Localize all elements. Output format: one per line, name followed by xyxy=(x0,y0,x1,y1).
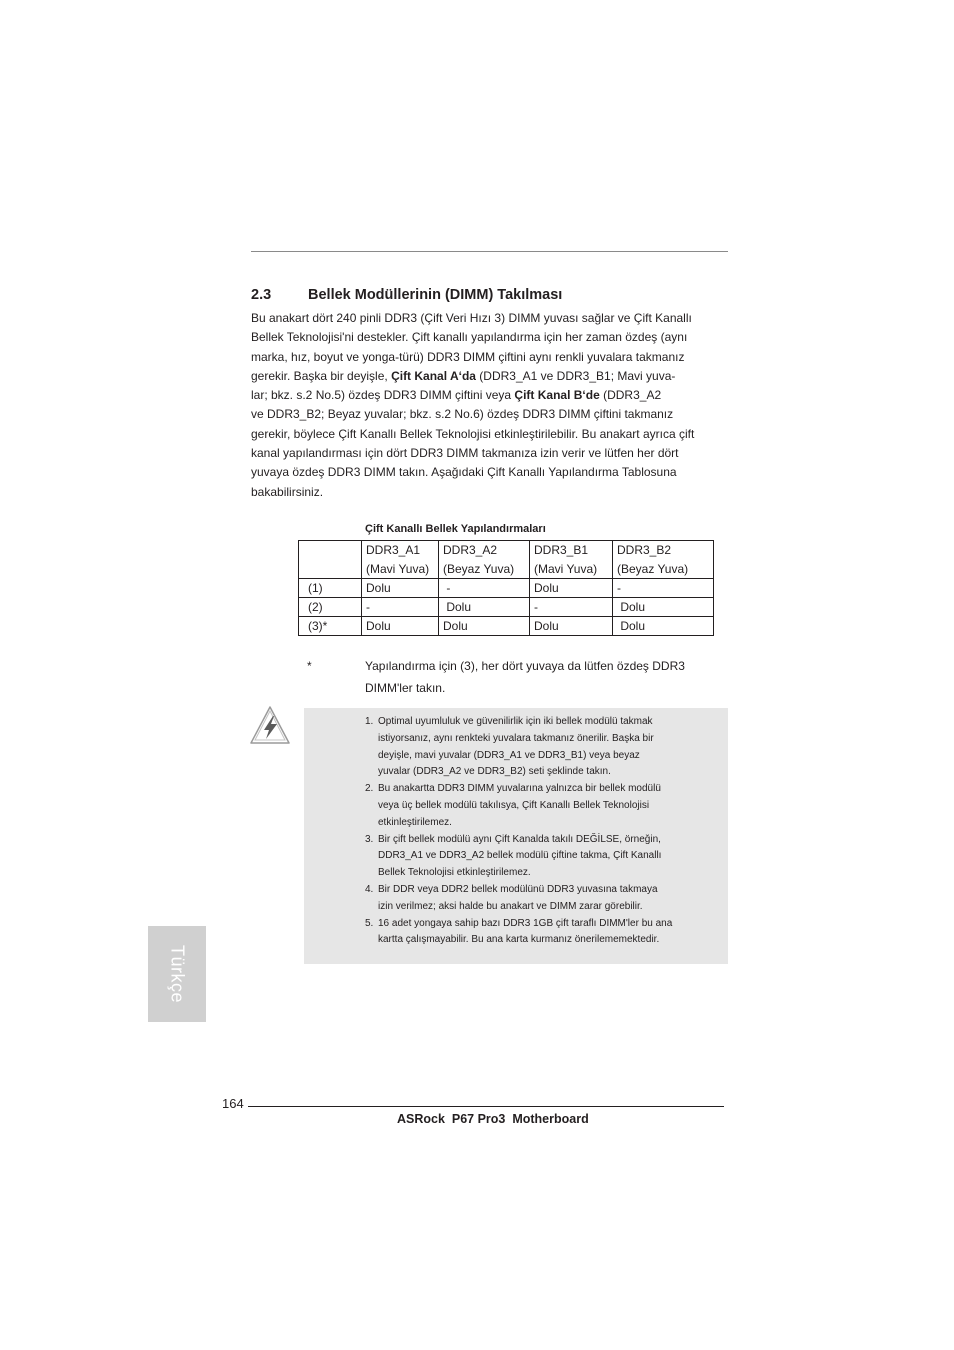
row-label: (1) xyxy=(299,579,362,598)
table-row xyxy=(299,598,714,617)
channel-a-bold: Çift Kanal A‘da xyxy=(391,368,476,383)
page-number: 164 xyxy=(222,1096,244,1111)
table-cell: Dolu xyxy=(439,617,530,636)
slot-color: (Beyaz Yuva) xyxy=(617,561,689,576)
table-title: Çift Kanallı Bellek Yapılandırmaları xyxy=(365,523,546,535)
table-cell: - xyxy=(362,598,439,617)
table-header-cell xyxy=(362,541,439,579)
intro-line: marka, hız, boyut ve yonga-türü) DDR3 DIMM çiftini aynı renkli yuvalara takmanız xyxy=(251,349,685,364)
slot-color: (Beyaz Yuva) xyxy=(443,561,515,576)
table-header-cell xyxy=(439,541,530,579)
table-header-cell xyxy=(613,541,714,579)
table-header-row xyxy=(299,541,714,579)
note-item xyxy=(365,714,672,781)
note-number: 2. xyxy=(365,783,374,795)
intro-text: lar; bkz. s.2 No.5) özdeş DDR3 DIMM çiftini veya xyxy=(251,388,515,403)
table-cell: Dolu xyxy=(613,598,714,617)
row-label: (2) xyxy=(299,598,362,617)
table-row xyxy=(299,617,714,636)
note-item xyxy=(365,882,672,916)
language-label: Türkçe xyxy=(167,944,188,1004)
slot-name: DDR3_A2 xyxy=(443,543,498,557)
footnote-text: Yapılandırma için (3), her dört yuvaya da lütfen özdeş DDR3 DIMM'ler takın. xyxy=(365,659,685,695)
channel-b-bold: Çift Kanal B‘de xyxy=(514,388,600,403)
table-cell: Dolu xyxy=(362,617,439,636)
bottom-rule xyxy=(248,1106,724,1107)
note-text: Bu anakartta DDR3 DIMM yuvalarına yalnızca bir bellek modülü veya üç bellek modülü takılısya, Çift Kanallı Bellek Teknolojisi etkinleştirilemez. xyxy=(378,783,661,828)
intro-line: gerekir, böylece Çift Kanallı Bellek Teknolojisi etkinleştirilebilir. Bu anakart ayrıca çift xyxy=(251,426,695,441)
note-item xyxy=(365,916,672,950)
slot-color: (Mavi Yuva) xyxy=(366,561,430,576)
intro-text: gerekir. Başka bir deyişle, xyxy=(251,368,392,383)
slot-name: DDR3_B2 xyxy=(617,543,672,557)
table-cell: Dolu xyxy=(530,579,613,598)
table-cell: Dolu xyxy=(613,617,714,636)
table-cell: - xyxy=(613,579,714,598)
note-number: 3. xyxy=(365,833,374,845)
intro-line: Bu anakart dört 240 pinli DDR3 (Çift Veri Hızı 3) DIMM yuvası sağlar ve Çift Kanallı xyxy=(251,311,692,325)
note-text: Bir DDR veya DDR2 bellek modülünü DDR3 yuvasına takmaya izin verilmez; aksi halde bu anakart ve DIMM zarar görebilir. xyxy=(378,883,658,912)
language-tab xyxy=(148,926,206,1022)
section-title: Bellek Modüllerinin (DIMM) Takılması xyxy=(308,287,563,303)
intro-line: Bellek Teknolojisi'ni destekler. Çift kanallı yapılandırma için her zaman özdeş (aynı xyxy=(251,330,688,345)
row-label: (3)* xyxy=(299,617,362,636)
table-cell: Dolu xyxy=(362,579,439,598)
slot-name: DDR3_B1 xyxy=(534,543,589,557)
table-corner-cell xyxy=(299,541,362,579)
table-cell: - xyxy=(439,579,530,598)
intro-line: yuvaya özdeş DDR3 DIMM takın. Aşağıdaki Çift Kanallı Yapılandırma Tablosuna xyxy=(251,465,677,480)
note-text: Bir çift bellek modülü aynı Çift Kanalda takılı DEĞİLSE, örneğin, DDR3_A1 ve DDR3_A2 bellek modülü çiftine takma, Çift Kanallı Bellek Teknolojisi etkinleştirilemez. xyxy=(378,833,662,879)
footer-title: ASRock P67 Pro3 Motherboard xyxy=(397,1112,589,1126)
intro-text: (DDR3_A1 ve DDR3_B1; Mavi yuva- xyxy=(475,368,676,383)
table-header-cell xyxy=(530,541,613,579)
table-cell: Dolu xyxy=(530,617,613,636)
note-item xyxy=(365,781,672,831)
dual-channel-config-table xyxy=(298,540,714,636)
table-cell: Dolu xyxy=(439,598,530,617)
slot-name: DDR3_A1 xyxy=(366,543,421,557)
top-rule xyxy=(251,251,728,252)
slot-color: (Mavi Yuva) xyxy=(534,561,598,576)
table-cell: - xyxy=(530,598,613,617)
note-text: 16 adet yongaya sahip bazı DDR3 1GB çift taraflı DIMM'ler bu ana kartta çalışmayabilir. Bu ana karta kurmanız önerilememektedir. xyxy=(378,917,673,946)
note-text: Optimal uyumluluk ve güvenilirlik için iki bellek modülü takmak istiyorsanız, aynı renkteki yuvalara takmanız önerilir. Başka bir deyişle, mavi yuvalar (DDR3_A1 ve DDR3_B1) veya beyaz yuvalar (DDR3_A2 ve DDR3_B2) seti şeklinde takın. xyxy=(378,716,654,778)
intro-line: bakabilirsiniz. xyxy=(251,484,324,499)
section-number: 2.3 xyxy=(251,287,272,303)
intro-text: (DDR3_A2 xyxy=(599,388,662,403)
warning-icon xyxy=(249,705,291,745)
notes-list xyxy=(365,714,672,949)
note-number: 1. xyxy=(365,716,374,727)
intro-line xyxy=(251,386,731,405)
note-item xyxy=(365,832,672,882)
footnote-marker: * xyxy=(307,659,312,673)
section-heading xyxy=(251,287,562,303)
table-row xyxy=(299,579,714,598)
notes-panel xyxy=(304,708,728,964)
intro-paragraph xyxy=(251,309,731,502)
intro-line xyxy=(251,367,731,386)
note-number: 4. xyxy=(365,883,374,895)
intro-line: kanal yapılandırması için dört DDR3 DIMM takmanıza izin verir ve lütfen her dört xyxy=(251,446,679,461)
note-number: 5. xyxy=(365,917,374,929)
intro-line: ve DDR3_B2; Beyaz yuvalar; bkz. s.2 No.6) özdeş DDR3 DIMM çiftini takmanız xyxy=(251,407,674,422)
